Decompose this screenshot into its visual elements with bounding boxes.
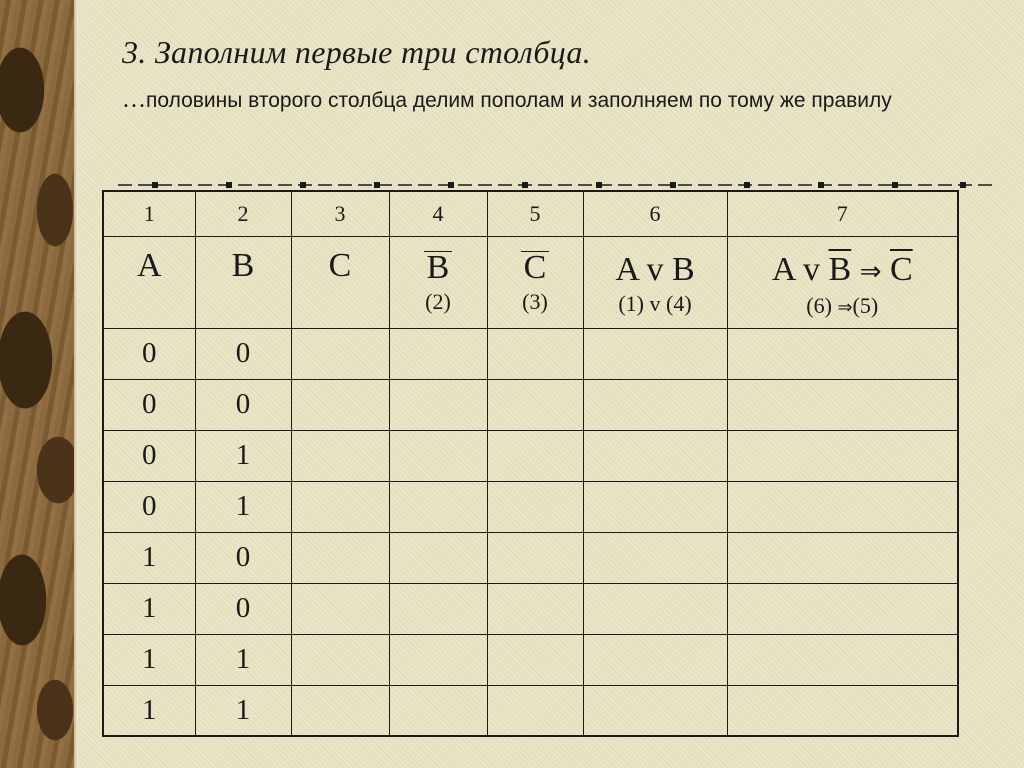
cell-a: 1: [103, 532, 195, 583]
subtitle-text: половины второго столбца делим пополам и заполняем по тому же правилу: [146, 89, 892, 112]
cell-empty: [583, 685, 727, 736]
cell-empty: [727, 481, 958, 532]
implies-icon: ⇒: [859, 256, 882, 287]
header-c: C: [291, 236, 389, 328]
cell-b: 1: [195, 634, 291, 685]
not-b-symbol-col7: $\overline{B}$: [828, 250, 852, 288]
column-number: 7: [727, 191, 958, 236]
table-row: [103, 328, 958, 379]
cell-b: 1: [195, 430, 291, 481]
truth-table: [102, 190, 959, 737]
header-not-b-ref: (2): [425, 288, 451, 314]
cell-empty: [291, 328, 389, 379]
cell-empty: [291, 634, 389, 685]
table-row: [103, 634, 958, 685]
header-a: A: [103, 236, 195, 328]
table-row: [103, 685, 958, 736]
decorative-side-strip: [0, 0, 78, 768]
cell-a: 0: [103, 481, 195, 532]
cell-a: 0: [103, 379, 195, 430]
column-number: 1: [103, 191, 195, 236]
implies-icon-small: ⇒: [837, 296, 853, 318]
cell-empty: [487, 328, 583, 379]
cell-empty: [389, 532, 487, 583]
cell-empty: [487, 430, 583, 481]
cell-empty: [487, 634, 583, 685]
cell-empty: [727, 583, 958, 634]
not-b-symbol: B: [424, 251, 453, 284]
cell-empty: [583, 328, 727, 379]
table-row: [103, 379, 958, 430]
cell-empty: [291, 532, 389, 583]
cell-empty: [727, 532, 958, 583]
header-not-c-ref: (3): [522, 288, 548, 314]
cell-empty: [727, 379, 958, 430]
cell-empty: [487, 379, 583, 430]
cell-empty: [389, 583, 487, 634]
cell-empty: [583, 481, 727, 532]
cell-empty: [291, 430, 389, 481]
cell-empty: [727, 328, 958, 379]
cell-empty: [727, 685, 958, 736]
dashed-divider: [118, 180, 994, 190]
column-number: 5: [487, 191, 583, 236]
cell-empty: [727, 634, 958, 685]
subtitle-ellipsis: …: [122, 87, 146, 113]
table-row: [103, 532, 958, 583]
cell-b: 0: [195, 583, 291, 634]
cell-empty: [291, 583, 389, 634]
cell-b: 0: [195, 532, 291, 583]
cell-empty: [389, 685, 487, 736]
cell-b: 1: [195, 481, 291, 532]
cell-empty: [583, 379, 727, 430]
cell-empty: [583, 430, 727, 481]
cell-empty: [727, 430, 958, 481]
cell-b: 0: [195, 379, 291, 430]
cell-b: 1: [195, 685, 291, 736]
cell-empty: [389, 634, 487, 685]
cell-a: 1: [103, 583, 195, 634]
cell-empty: [487, 532, 583, 583]
cell-empty: [389, 379, 487, 430]
not-c-symbol-col7: $\overline{C}$: [889, 250, 913, 288]
cell-empty: [487, 583, 583, 634]
header-implication: A v $\overline{B}$ ⇒ $\overline{C}$ (6) ⇒(5): [727, 236, 958, 328]
cell-empty: [291, 481, 389, 532]
header-not-b: [389, 236, 487, 328]
header-a-or-b: A v B (1) v (4): [583, 236, 727, 328]
table-row: [103, 583, 958, 634]
slide-subtitle: [122, 86, 982, 115]
cell-b: 0: [195, 328, 291, 379]
cell-empty: [389, 481, 487, 532]
not-c-symbol: C: [521, 251, 550, 284]
column-number: 3: [291, 191, 389, 236]
cell-empty: [389, 430, 487, 481]
cell-empty: [583, 583, 727, 634]
cell-empty: [583, 634, 727, 685]
header-not-c: [487, 236, 583, 328]
cell-empty: [389, 328, 487, 379]
table-row: [103, 481, 958, 532]
column-number-row: [103, 191, 958, 236]
column-number: 2: [195, 191, 291, 236]
column-number: 6: [583, 191, 727, 236]
cell-empty: [487, 481, 583, 532]
cell-empty: [291, 685, 389, 736]
cell-empty: [583, 532, 727, 583]
table-row: [103, 430, 958, 481]
cell-a: 0: [103, 430, 195, 481]
cell-empty: [487, 685, 583, 736]
cell-empty: [291, 379, 389, 430]
slide-title: 3. Заполним первые три столбца.: [122, 34, 592, 70]
cell-a: 0: [103, 328, 195, 379]
cell-a: 1: [103, 685, 195, 736]
header-row: [103, 236, 958, 328]
cell-a: 1: [103, 634, 195, 685]
header-b: B: [195, 236, 291, 328]
column-number: 4: [389, 191, 487, 236]
